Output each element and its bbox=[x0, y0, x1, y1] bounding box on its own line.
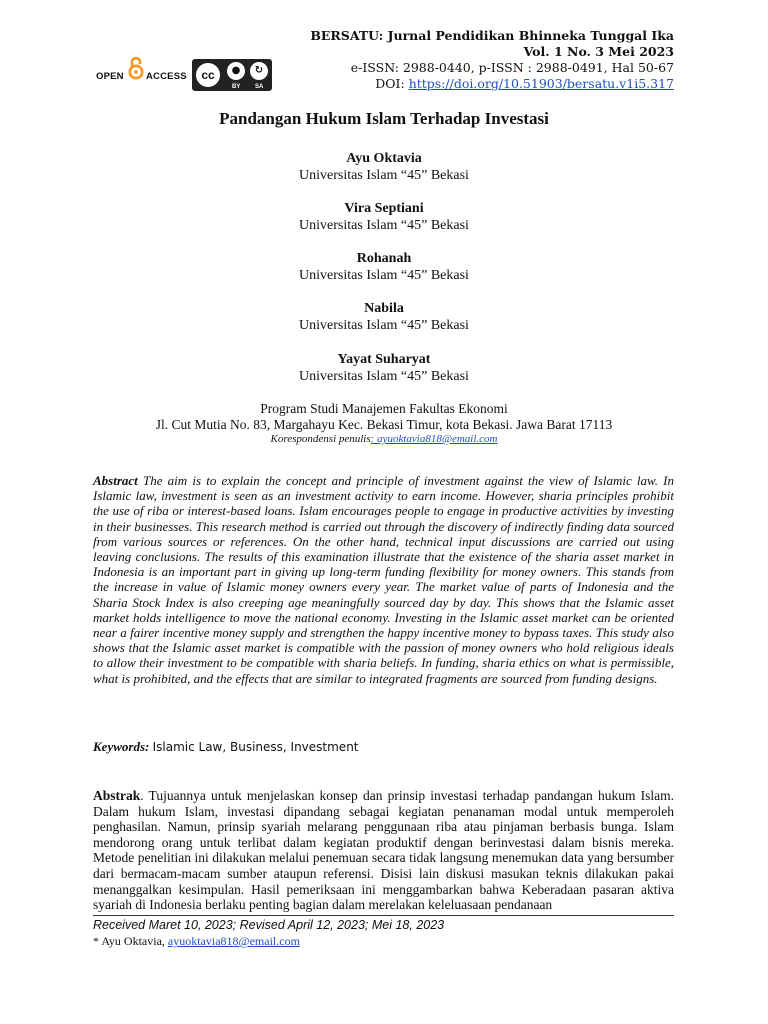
author-affiliation: Universitas Islam “45” Bekasi bbox=[299, 168, 469, 183]
abstract-text: The aim is to explain the concept and principle of investment against the view of Islamic law. In Islamic law, investment is seen as an investment activity to earn income. However, sharia principles prohibit the use of riba or interest-based loans. Islam encourages people to engage in productive activities by investing in their businesses. This research method is carried out through the discovery of indirectly finding data sourced from various sources or references. On the other hand, technical input discussions are carried out using leaving conclusions. The results of this examination illustrate that the existence of the sharia asset market in Indonesia is an important part in giving up long-term funding flexibility for money owners. This stands from the increase in value of Islamic money owners every year. The market value of parts of Indonesia and the Sharia Stock Index is also creeping age meaningfully sourced day by day. This shows that the Islamic asset market holds intelligence to move the national economy. Investing in the Islamic asset market can be oriented near a fairer incentive money supply and strengthen the happy incentive money to bypass taxes. This study also shows that the Islamic asset market is compatible with the passion of money owners who hold religious ideals to allow their investment to be compatible with sharia beliefs. In funding, sharia ethics on what is permissible, what is prohibited, and the effects that are similar to integrated fragments are sourced from funding designs. bbox=[93, 473, 674, 686]
keywords-separator: : bbox=[145, 739, 153, 754]
author-affiliation: Universitas Islam “45” Bekasi bbox=[299, 369, 469, 384]
author-name: Vira Septiani bbox=[344, 201, 424, 216]
author-block bbox=[0, 200, 768, 234]
cc-sa-label: SA bbox=[255, 84, 264, 90]
correspondence-line bbox=[0, 432, 768, 447]
cc-icon: cc bbox=[194, 61, 222, 89]
abstrak-text: . Tujuannya untuk menjelaskan konsep dan prinsip investasi terhadap pandangan hukum Islam. Dalam hukum Islam, investasi dipandang sebagai kegiatan penanaman modal untuk memperoleh penghasilan. Namun, prinsip syariah melarang penggunaan riba atau pinjaman berbasis bunga. Islam mendorong orang untuk terlibat dalam kegiatan produktif dengan berinvestasi dalam bisnis mereka. Metode penelitian ini dilakukan melalui penemuan secara tidak langsung menemukan data yang bersumber dari bermacam-macam sumber ataupun referensi. Disisi lain diskusi masukan teknis dilakukan pakai menanggalkan kesimpulan. Hasil pemeriksaan ini menggambarkan bahwa Keberadaan pasaran aktiva syariah di Indonesia berlaku penting bagian dalam merelakan keleluasaan pendanaan bbox=[93, 788, 674, 912]
keywords-value: Islamic Law, Business, Investment bbox=[152, 740, 359, 754]
share-alike-icon: ↻ bbox=[250, 62, 268, 80]
footer-divider bbox=[93, 915, 674, 916]
received-dates: Received Maret 10, 2023; Revised April 12, 2023; Mei 18, 2023 bbox=[93, 918, 445, 932]
cc-by-sa-license-badge bbox=[192, 59, 272, 91]
abstract-indonesian bbox=[93, 788, 674, 912]
author-block bbox=[0, 300, 768, 334]
journal-issn: e-ISSN: 2988-0440, p-ISSN : 2988-0491, Hal 50-67 bbox=[350, 60, 674, 75]
author-block bbox=[0, 351, 768, 385]
correspondence-email-link[interactable]: : ayuoktavia818@email.com bbox=[370, 433, 498, 445]
author-name: Ayu Oktavia bbox=[346, 151, 422, 166]
keywords-line bbox=[93, 739, 359, 755]
open-lock-icon bbox=[128, 56, 144, 80]
author-affiliation: Universitas Islam “45” Bekasi bbox=[299, 268, 469, 283]
correspondence-label: Korespondensi penulis bbox=[270, 433, 371, 445]
doi-link[interactable]: https://doi.org/10.51903/bersatu.v1i5.317 bbox=[408, 76, 674, 91]
cc-by-label: BY bbox=[232, 84, 241, 90]
open-access-right-text: ACCESS bbox=[146, 71, 187, 82]
journal-info bbox=[310, 28, 674, 92]
footnote-author: * Ayu Oktavia, bbox=[93, 934, 168, 948]
abstrak-label: Abstrak bbox=[93, 788, 141, 803]
abstract-english bbox=[93, 473, 674, 686]
author-name: Rohanah bbox=[356, 251, 412, 266]
paper-title: Pandangan Hukum Islam Terhadap Investasi bbox=[219, 109, 549, 128]
header-logos bbox=[96, 57, 286, 93]
open-access-left-text: OPEN bbox=[96, 71, 124, 82]
author-affiliation: Universitas Islam “45” Bekasi bbox=[299, 218, 469, 233]
department-block bbox=[0, 401, 768, 447]
abstract-label: Abstract bbox=[93, 473, 138, 488]
department: Program Studi Manajemen Fakultas Ekonomi bbox=[260, 401, 508, 416]
author-name: Yayat Suharyat bbox=[337, 352, 431, 367]
doi-line bbox=[310, 76, 674, 92]
address: Jl. Cut Mutia No. 83, Margahayu Kec. Bekasi Timur, kota Bekasi. Jawa Barat 17113 bbox=[155, 416, 613, 432]
attribution-icon: ● bbox=[227, 62, 245, 80]
author-footnote bbox=[93, 934, 300, 949]
journal-title: BERSATU: Jurnal Pendidikan Bhinneka Tunggal Ika bbox=[310, 28, 674, 43]
author-name: Nabila bbox=[364, 301, 404, 316]
author-affiliation: Universitas Islam “45” Bekasi bbox=[299, 318, 469, 333]
author-block bbox=[0, 250, 768, 284]
journal-volume: Vol. 1 No. 3 Mei 2023 bbox=[523, 44, 674, 59]
keywords-label: Keywords bbox=[93, 739, 145, 754]
doi-label: DOI: bbox=[375, 76, 409, 91]
author-block bbox=[0, 150, 768, 184]
footnote-email-link[interactable]: ayuoktavia818@email.com bbox=[167, 934, 300, 948]
